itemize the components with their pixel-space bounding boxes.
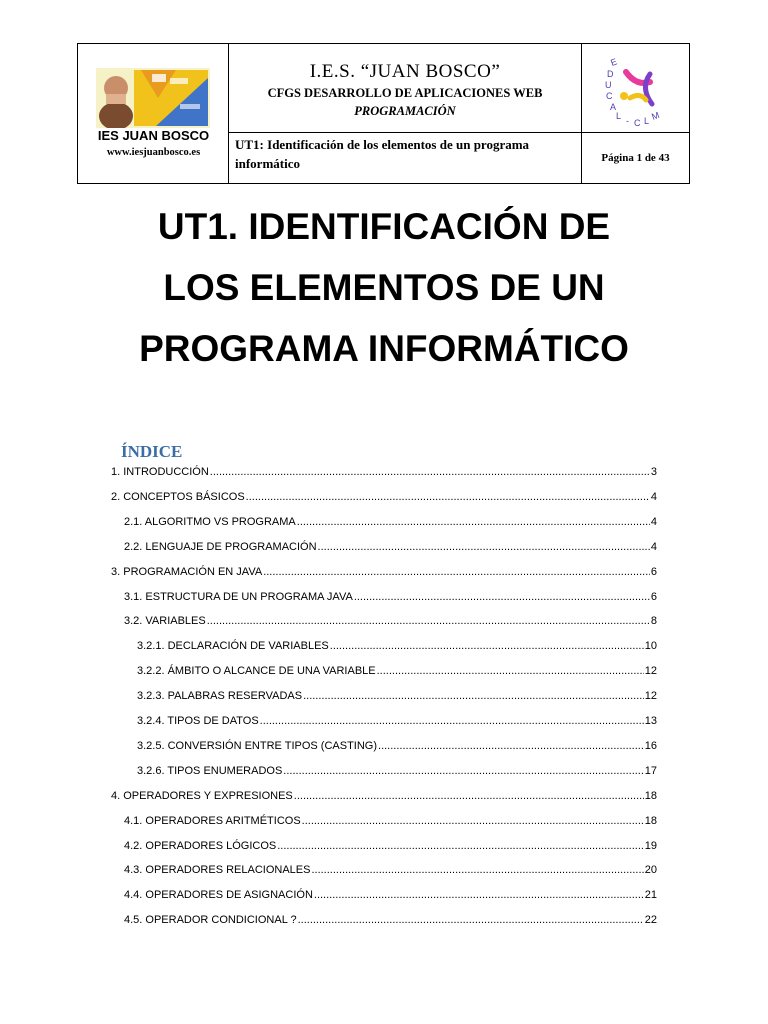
toc-entry-label: 4.2. OPERADORES LÓGICOS xyxy=(124,839,277,852)
toc-entry-leader xyxy=(263,566,650,578)
toc-entry-page: 3 xyxy=(650,466,657,478)
index-heading: ÍNDICE xyxy=(121,442,183,461)
toc-entry-leader xyxy=(318,541,650,553)
toc-entry-label: 3.2.4. TIPOS DE DATOS xyxy=(137,715,259,727)
school-website: www.iesjuanbosco.es xyxy=(106,147,201,158)
toc-entry-page: 6 xyxy=(650,590,657,603)
toc-entry[interactable] xyxy=(137,661,657,677)
toc-entry-leader xyxy=(302,815,644,827)
toc-entry-page: 17 xyxy=(644,764,657,777)
toc-entry-leader xyxy=(294,790,644,802)
toc-entry-label: 3.2.2. ÁMBITO O ALCANCE DE UNA VARIABLE xyxy=(137,665,376,678)
educa-logo-cell xyxy=(582,44,689,133)
toc-entry-page: 12 xyxy=(644,690,657,703)
page-number: Página 1 de 43 xyxy=(601,152,670,164)
toc-entry-leader xyxy=(246,491,650,503)
toc-entry-page: 18 xyxy=(644,789,657,802)
toc-entry-label: 2.1. ALGORITMO VS PROGRAMA xyxy=(124,515,296,528)
toc-entry-label: 3.1. ESTRUCTURA DE UN PROGRAMA JAVA xyxy=(124,590,353,603)
toc-entry-leader xyxy=(311,864,643,876)
unit-title: UT1: Identificación de los elementos de un programa informático xyxy=(229,133,582,183)
svg-text:E: E xyxy=(609,56,619,68)
toc-entry-label: 3.2.3. PALABRAS RESERVADAS xyxy=(137,690,303,703)
toc-entry-page: 10 xyxy=(644,640,657,653)
toc-entry[interactable] xyxy=(111,462,657,478)
toc-entry-page: 8 xyxy=(650,615,657,628)
school-name: I.E.S. “JUAN BOSCO” xyxy=(309,61,501,82)
toc-entry-label: 2.2. LENGUAJE DE PROGRAMACIÓN xyxy=(124,540,317,553)
toc-entry-page: 6 xyxy=(650,565,657,578)
toc-entry-label: 3.2. VARIABLES xyxy=(124,615,206,628)
toc-entry-leader xyxy=(283,765,643,777)
toc-entry[interactable] xyxy=(124,587,657,603)
title-line-1: UT1. IDENTIFICACIÓN DE xyxy=(157,206,611,247)
toc-entry-label: 4.3. OPERADORES RELACIONALES xyxy=(124,864,311,877)
toc-entry-leader xyxy=(377,665,644,677)
toc-entry[interactable] xyxy=(124,611,657,627)
toc-entry-page: 21 xyxy=(644,889,657,902)
toc-entry-leader xyxy=(378,740,644,752)
toc-entry-leader xyxy=(207,615,650,627)
toc-entry-page: 13 xyxy=(644,715,657,727)
title-line-2: LOS ELEMENTOS DE UN xyxy=(163,267,605,308)
toc-entry[interactable] xyxy=(124,811,657,827)
school-logo-image xyxy=(96,68,210,128)
toc-entry-page: 4 xyxy=(650,490,657,503)
toc-entry-leader xyxy=(303,690,644,702)
toc-entry[interactable] xyxy=(137,636,657,652)
toc-entry-leader xyxy=(330,640,644,652)
toc-entry-leader xyxy=(210,466,650,478)
svg-text:M: M xyxy=(650,109,661,122)
school-logo-cell xyxy=(78,44,229,183)
toc-entry[interactable] xyxy=(124,512,657,528)
toc-entry-label: 4.5. OPERADOR CONDICIONAL ? xyxy=(124,914,297,927)
educa-clm-logo xyxy=(596,52,676,132)
toc-entry[interactable] xyxy=(124,860,657,876)
toc-entry-label: 1. INTRODUCCIÓN xyxy=(111,466,209,478)
toc-entry-leader xyxy=(277,840,644,852)
title-line-3: PROGRAMA INFORMÁTICO xyxy=(139,328,629,369)
toc-entry[interactable] xyxy=(137,711,657,727)
toc-entry[interactable] xyxy=(137,736,657,752)
toc-entry-leader xyxy=(354,591,650,603)
toc-entry-page: 18 xyxy=(644,814,657,827)
document-title xyxy=(60,196,708,379)
svg-text:-: - xyxy=(626,116,629,126)
toc-entry-page: 19 xyxy=(644,839,657,852)
toc-entry[interactable] xyxy=(137,686,657,702)
document-header xyxy=(77,43,690,184)
toc-entry[interactable] xyxy=(124,885,657,901)
toc-entry-page: 4 xyxy=(650,540,657,553)
svg-text:L: L xyxy=(616,111,622,121)
toc-entry[interactable] xyxy=(124,910,657,926)
subject-name: PROGRAMACIÓN xyxy=(354,104,456,118)
toc-entry-label: 3. PROGRAMACIÓN EN JAVA xyxy=(111,565,263,578)
toc-entry[interactable] xyxy=(111,562,657,578)
svg-text:A: A xyxy=(610,102,617,112)
toc-entry[interactable] xyxy=(124,836,657,852)
toc-entry[interactable] xyxy=(124,537,657,553)
toc-entry-page: 20 xyxy=(644,864,657,877)
svg-text:L: L xyxy=(644,116,650,126)
toc-entry-page: 12 xyxy=(644,665,657,678)
svg-text:D: D xyxy=(607,69,614,79)
toc-entry-leader xyxy=(297,516,650,528)
toc-entry-leader xyxy=(260,715,644,727)
svg-text:U: U xyxy=(605,80,612,90)
toc-entry[interactable] xyxy=(111,487,657,503)
toc-entry-page: 4 xyxy=(650,515,657,528)
svg-text:C: C xyxy=(634,118,641,128)
course-name: CFGS DESARROLLO DE APLICACIONES WEB xyxy=(267,86,543,100)
toc-entry-label: 3.2.1. DECLARACIÓN DE VARIABLES xyxy=(137,640,329,653)
toc-entry-page: 22 xyxy=(644,914,657,927)
toc-entry-label: 2. CONCEPTOS BÁSICOS xyxy=(111,490,245,503)
toc-entry[interactable] xyxy=(137,761,657,777)
toc-entry-label: 4.1. OPERADORES ARITMÉTICOS xyxy=(124,814,301,827)
toc-entry-leader xyxy=(314,889,644,901)
toc-entry-label: 3.2.5. CONVERSIÓN ENTRE TIPOS (CASTING) xyxy=(137,739,378,752)
toc-entry[interactable] xyxy=(111,786,657,802)
toc-entry-label: 4.4. OPERADORES DE ASIGNACIÓN xyxy=(124,889,313,902)
school-title-cell xyxy=(229,44,582,133)
svg-text:C: C xyxy=(606,91,613,101)
toc-entry-label: 3.2.6. TIPOS ENUMERADOS xyxy=(137,764,283,777)
school-logo-name: IES JUAN BOSCO xyxy=(97,128,210,143)
toc-entry-leader xyxy=(298,914,644,926)
toc-entry-label: 4. OPERADORES Y EXPRESIONES xyxy=(111,789,293,802)
toc-entry-page: 16 xyxy=(644,739,657,752)
